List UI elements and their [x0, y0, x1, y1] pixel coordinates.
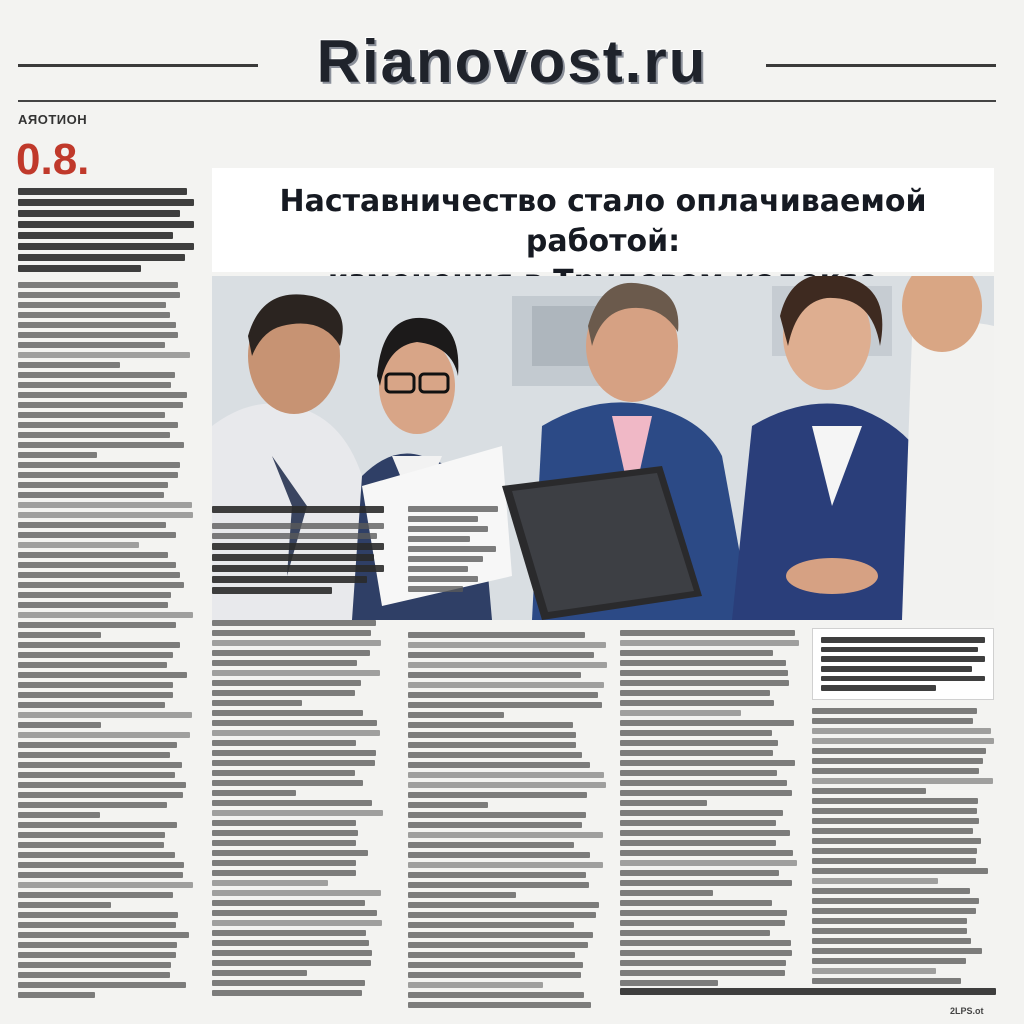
text-line — [408, 902, 599, 908]
text-line — [18, 612, 193, 618]
text-line — [408, 952, 575, 958]
text-line — [18, 542, 139, 548]
text-line — [812, 738, 994, 744]
text-line — [620, 930, 770, 936]
text-line — [620, 960, 786, 966]
text-line — [212, 870, 356, 876]
text-line — [620, 670, 788, 676]
text-line — [620, 920, 785, 926]
text-line — [212, 750, 376, 756]
text-line — [408, 842, 574, 848]
text-line — [620, 970, 785, 976]
text-line — [812, 878, 938, 884]
text-line — [18, 692, 173, 698]
text-line — [408, 982, 543, 988]
text-line — [408, 672, 581, 678]
text-line — [18, 482, 168, 488]
masthead — [0, 14, 1024, 110]
text-line — [18, 802, 167, 808]
text-line — [18, 522, 166, 528]
text-line — [212, 920, 382, 926]
column-a-body — [212, 620, 384, 1010]
text-line — [212, 640, 381, 646]
text-line — [408, 662, 607, 668]
text-line — [408, 642, 606, 648]
text-line — [212, 790, 296, 796]
text-line — [18, 412, 165, 418]
text-line — [212, 900, 365, 906]
text-line — [18, 372, 175, 378]
text-line — [212, 770, 355, 776]
text-line — [812, 848, 977, 854]
text-line — [18, 672, 187, 678]
text-line — [812, 868, 988, 874]
text-line — [620, 890, 713, 896]
text-line — [812, 948, 982, 954]
text-line — [620, 870, 779, 876]
text-line — [212, 690, 355, 696]
text-line — [620, 830, 790, 836]
text-line — [18, 752, 170, 758]
text-line — [212, 760, 375, 766]
text-line — [620, 740, 778, 746]
text-line — [212, 630, 371, 636]
text-line — [408, 802, 488, 808]
text-line — [212, 620, 376, 626]
text-line — [408, 682, 604, 688]
text-line — [18, 772, 175, 778]
text-line — [18, 722, 101, 728]
text-line — [18, 852, 175, 858]
text-line — [18, 332, 178, 338]
text-line — [620, 940, 791, 946]
text-line — [812, 778, 993, 784]
text-line — [620, 910, 787, 916]
text-line — [620, 790, 792, 796]
text-line — [212, 740, 356, 746]
text-line — [408, 932, 593, 938]
text-line — [18, 382, 171, 388]
text-line — [620, 680, 789, 686]
text-line — [18, 342, 165, 348]
masthead-rule-right — [766, 64, 996, 67]
text-line — [408, 632, 585, 638]
text-line — [620, 630, 795, 636]
text-line — [620, 640, 799, 646]
text-line — [18, 892, 173, 898]
text-line — [18, 762, 182, 768]
text-line — [18, 632, 101, 638]
text-line — [18, 942, 177, 948]
text-line — [212, 940, 369, 946]
text-line — [18, 582, 184, 588]
text-line — [18, 442, 184, 448]
column-b-body — [408, 632, 608, 1012]
text-line — [212, 780, 363, 786]
text-line — [18, 532, 176, 538]
text-line — [18, 702, 165, 708]
text-line — [408, 812, 586, 818]
text-line — [620, 880, 792, 886]
text-line — [812, 898, 979, 904]
text-line — [812, 838, 981, 844]
text-line — [212, 820, 356, 826]
text-line — [812, 968, 936, 974]
text-line — [18, 362, 120, 368]
text-line — [18, 502, 192, 508]
text-line — [408, 762, 590, 768]
text-line — [18, 282, 178, 288]
text-line — [212, 880, 328, 886]
text-line — [620, 850, 793, 856]
site-logo[interactable]: Rianovost.ru — [316, 28, 708, 95]
text-line — [812, 918, 967, 924]
text-line — [812, 828, 973, 834]
text-line — [18, 742, 177, 748]
text-line — [18, 992, 95, 998]
text-line — [620, 840, 776, 846]
text-line — [18, 952, 176, 958]
text-line — [620, 900, 772, 906]
text-line — [18, 602, 168, 608]
text-line — [408, 772, 604, 778]
text-line — [18, 792, 183, 798]
text-line — [812, 908, 976, 914]
text-line — [18, 652, 173, 658]
left-body-text — [18, 282, 194, 1002]
text-line — [620, 800, 707, 806]
text-line — [18, 512, 193, 518]
text-line — [620, 730, 772, 736]
text-line — [620, 770, 777, 776]
text-line — [18, 312, 170, 318]
article-headline-line1: Наставничество стало оплачиваемой работой: — [279, 184, 927, 259]
text-line — [18, 432, 170, 438]
text-line — [18, 662, 167, 668]
text-line — [408, 782, 606, 788]
text-line — [408, 992, 584, 998]
text-line — [212, 710, 363, 716]
text-line — [620, 780, 787, 786]
text-line — [212, 800, 372, 806]
text-line — [812, 768, 979, 774]
text-line — [212, 720, 377, 726]
text-line — [812, 978, 961, 984]
text-line — [18, 352, 190, 358]
text-line — [18, 292, 180, 298]
sidebar-callout — [812, 628, 994, 700]
text-line — [812, 818, 979, 824]
text-line — [18, 862, 184, 868]
text-line — [212, 660, 357, 666]
section-big-mark: 0.8. — [16, 135, 90, 184]
text-line — [408, 1002, 591, 1008]
text-line — [812, 718, 973, 724]
text-line — [18, 832, 165, 838]
text-line — [812, 928, 967, 934]
text-line — [408, 732, 576, 738]
text-line — [18, 552, 168, 558]
text-line — [18, 452, 97, 458]
column-a-lead — [212, 506, 384, 594]
headline-box — [212, 168, 994, 272]
text-line — [408, 852, 590, 858]
text-line — [620, 710, 741, 716]
text-line — [408, 872, 586, 878]
text-line — [620, 810, 783, 816]
text-line — [18, 902, 111, 908]
text-line — [18, 972, 170, 978]
text-line — [812, 758, 983, 764]
text-line — [18, 682, 173, 688]
text-line — [408, 652, 594, 658]
text-line — [212, 840, 356, 846]
text-line — [812, 798, 978, 804]
text-line — [212, 890, 381, 896]
column-d-body — [812, 708, 994, 988]
text-line — [18, 712, 192, 718]
text-line — [18, 492, 164, 498]
text-line — [18, 842, 164, 848]
text-line — [18, 302, 166, 308]
text-line — [620, 950, 792, 956]
text-line — [408, 722, 573, 728]
text-line — [620, 820, 776, 826]
text-line — [18, 882, 193, 888]
text-line — [620, 700, 774, 706]
text-line — [408, 892, 516, 898]
text-line — [18, 562, 176, 568]
text-line — [18, 622, 176, 628]
text-line — [212, 930, 366, 936]
masthead-divider — [18, 100, 996, 102]
text-line — [812, 748, 986, 754]
text-line — [18, 782, 186, 788]
text-line — [408, 942, 588, 948]
text-line — [408, 792, 587, 798]
text-line — [18, 472, 178, 478]
text-line — [408, 832, 603, 838]
text-line — [18, 932, 189, 938]
text-line — [812, 728, 991, 734]
section-label: AЯОТИОН — [18, 112, 88, 127]
text-line — [408, 742, 576, 748]
text-line — [18, 982, 186, 988]
text-line — [408, 702, 602, 708]
text-line — [18, 402, 183, 408]
text-line — [408, 712, 504, 718]
text-line — [18, 642, 180, 648]
text-line — [18, 822, 177, 828]
text-line — [620, 720, 794, 726]
text-line — [620, 690, 770, 696]
text-line — [408, 912, 596, 918]
page-number: 2LPS.ot — [950, 1006, 984, 1016]
text-line — [620, 660, 786, 666]
text-line — [212, 830, 358, 836]
text-line — [812, 708, 977, 714]
left-lead-paragraph — [18, 188, 194, 272]
text-line — [408, 922, 574, 928]
text-line — [620, 980, 718, 986]
text-line — [18, 872, 183, 878]
text-line — [18, 732, 190, 738]
text-line — [620, 760, 795, 766]
text-line — [620, 860, 797, 866]
text-line — [18, 812, 100, 818]
text-line — [408, 972, 581, 978]
text-line — [812, 808, 977, 814]
column-c-body — [620, 630, 800, 1010]
text-line — [408, 962, 583, 968]
text-line — [812, 958, 966, 964]
text-line — [212, 730, 380, 736]
text-line — [812, 858, 976, 864]
text-line — [212, 650, 370, 656]
text-line — [408, 692, 598, 698]
text-line — [620, 650, 773, 656]
text-line — [212, 950, 372, 956]
text-line — [18, 962, 171, 968]
text-line — [212, 850, 368, 856]
text-line — [18, 592, 171, 598]
text-line — [18, 922, 176, 928]
text-line — [408, 862, 603, 868]
text-line — [212, 990, 362, 996]
text-line — [212, 700, 302, 706]
text-line — [812, 938, 971, 944]
masthead-rule-left — [18, 64, 258, 67]
text-line — [212, 980, 365, 986]
text-line — [812, 788, 926, 794]
text-line — [18, 322, 176, 328]
text-line — [212, 860, 356, 866]
text-line — [212, 670, 380, 676]
text-line — [18, 572, 180, 578]
text-line — [18, 392, 187, 398]
text-line — [212, 960, 371, 966]
text-line — [18, 462, 180, 468]
text-line — [408, 822, 582, 828]
text-line — [212, 970, 307, 976]
text-line — [408, 752, 582, 758]
text-line — [18, 422, 178, 428]
text-line — [212, 680, 361, 686]
text-line — [812, 888, 970, 894]
text-line — [408, 882, 589, 888]
text-line — [18, 912, 178, 918]
text-line — [212, 810, 383, 816]
column-b-list — [408, 506, 508, 592]
text-line — [212, 910, 377, 916]
footer-strip — [620, 988, 996, 1002]
text-line — [620, 750, 773, 756]
